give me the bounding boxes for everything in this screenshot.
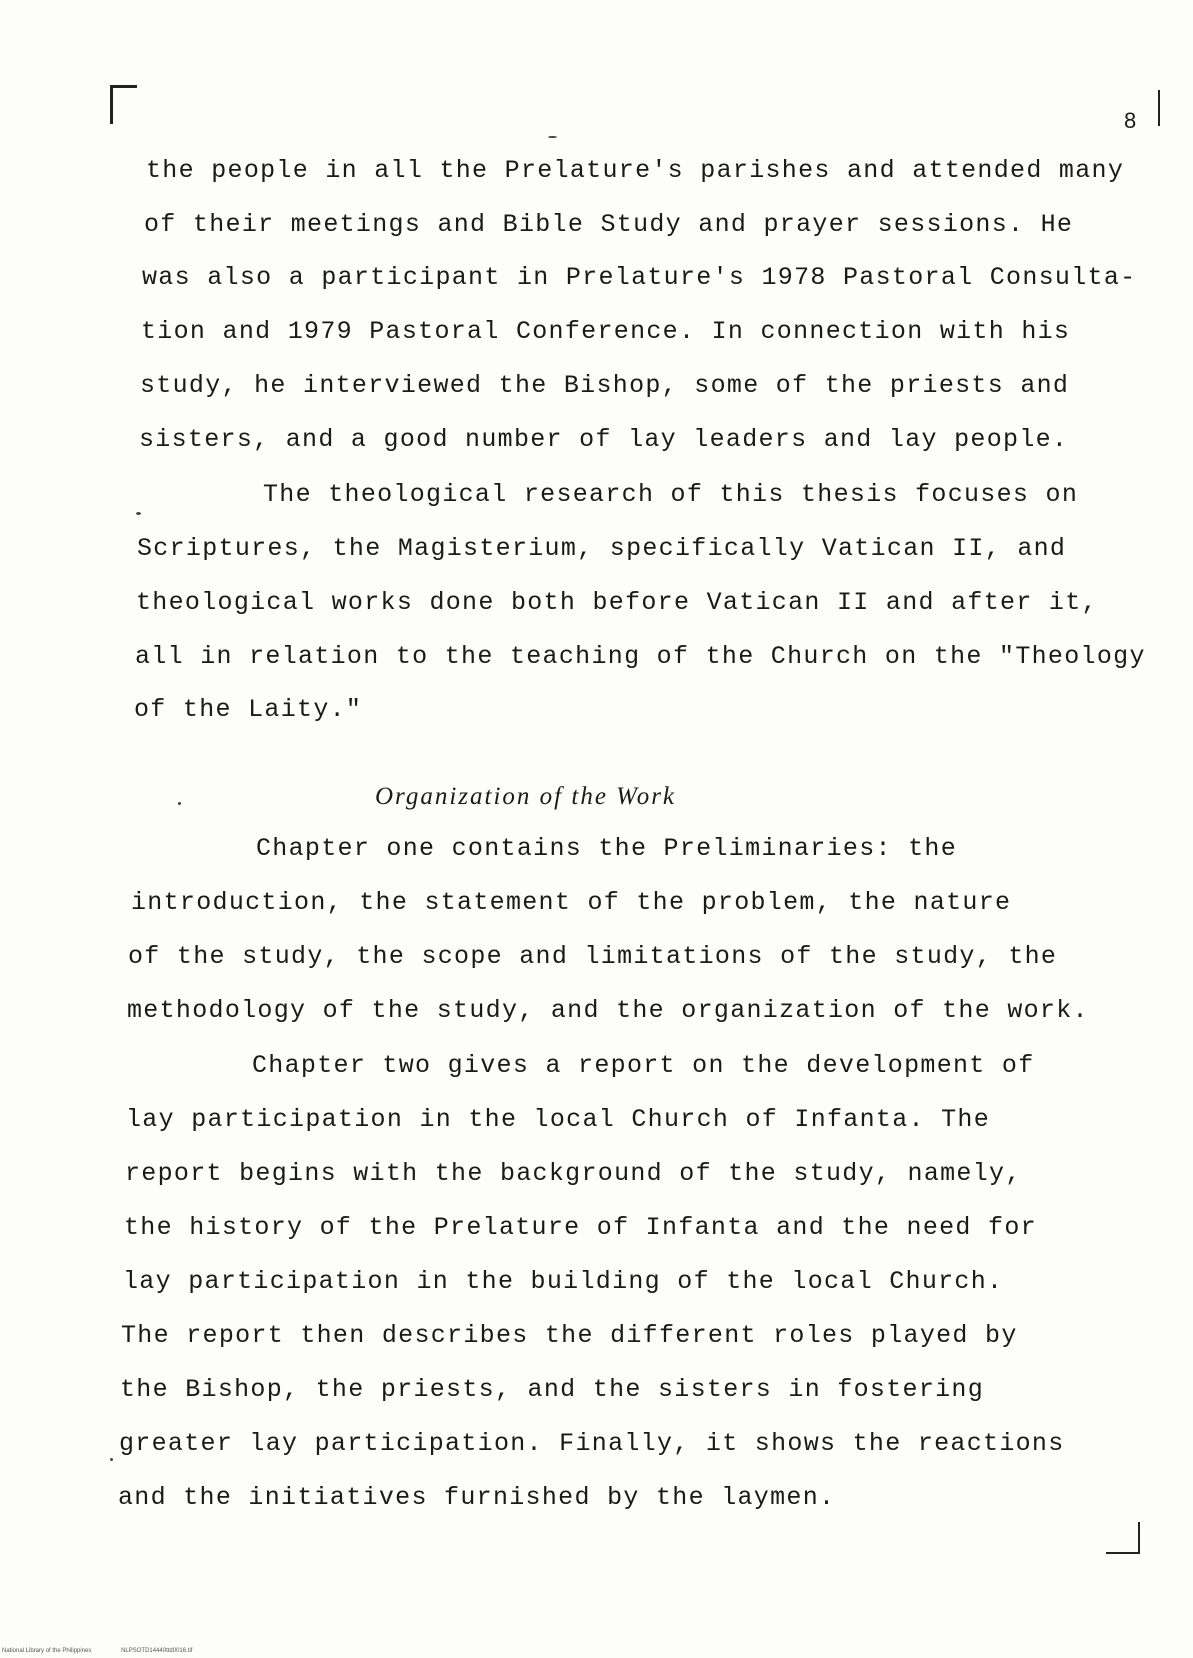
footer-file: NLPSOTD14440ttd0016.tif xyxy=(121,1648,193,1654)
scan-speck xyxy=(136,512,141,515)
text-line: lay participation in the building of the local Church. xyxy=(123,1267,1004,1296)
text-line: methodology of the study, and the organization of the work. xyxy=(127,996,1089,1025)
scan-footer xyxy=(2,1648,220,1654)
text-line: Chapter one contains the Preliminaries: the xyxy=(256,834,958,863)
text-line: introduction, the statement of the problem, the nature xyxy=(131,888,1012,917)
text-line: the people in all the Prelature's parishes and attended many xyxy=(146,156,1125,185)
text-line: tion and 1979 Pastoral Conference. In connection with his xyxy=(141,317,1071,346)
text-line: sisters, and a good number of lay leaders and lay people. xyxy=(139,425,1069,454)
text-line: theological works done both before Vatican II and after it, xyxy=(136,588,1098,617)
text-line: the Bishop, the priests, and the sisters in fostering xyxy=(120,1375,985,1404)
scan-speck xyxy=(178,802,181,805)
text-line: report begins with the background of the study, namely, xyxy=(125,1159,1022,1188)
text-line: was also a participant in Prelature's 1978 Pastoral Consulta- xyxy=(142,263,1137,292)
text-line: greater lay participation. Finally, it shows the reactions xyxy=(119,1429,1065,1458)
text-line: The report then describes the different roles played by xyxy=(121,1321,1018,1350)
text-line: Chapter two gives a report on the development of xyxy=(252,1051,1035,1080)
footer-library: National Library of the Philippines xyxy=(2,1648,92,1654)
text-line: study, he interviewed the Bishop, some of the priests and xyxy=(140,371,1070,400)
text-line: of the study, the scope and limitations of the study, the xyxy=(128,942,1058,971)
section-heading: Organization of the Work xyxy=(375,783,677,810)
text-line: The theological research of this thesis focuses on xyxy=(263,480,1079,509)
scan-speck xyxy=(548,136,557,138)
text-line: and the initiatives furnished by the laymen. xyxy=(118,1483,836,1512)
crop-mark-top-right xyxy=(1158,90,1160,126)
page-number: 8 xyxy=(1124,108,1137,133)
text-line: of their meetings and Bible Study and prayer sessions. He xyxy=(144,210,1074,239)
text-line: the history of the Prelature of Infanta and the need for xyxy=(124,1213,1037,1242)
crop-mark-bottom-right xyxy=(1106,1522,1140,1554)
text-line: Scriptures, the Magisterium, specifically Vatican II, and xyxy=(137,534,1067,563)
scan-speck xyxy=(110,1458,113,1461)
text-line: of the Laity." xyxy=(134,695,363,724)
text-line: lay participation in the local Church of Infanta. The xyxy=(126,1105,991,1134)
crop-mark-top-left xyxy=(110,85,137,124)
text-line: all in relation to the teaching of the Church on the "Theology xyxy=(135,642,1146,671)
